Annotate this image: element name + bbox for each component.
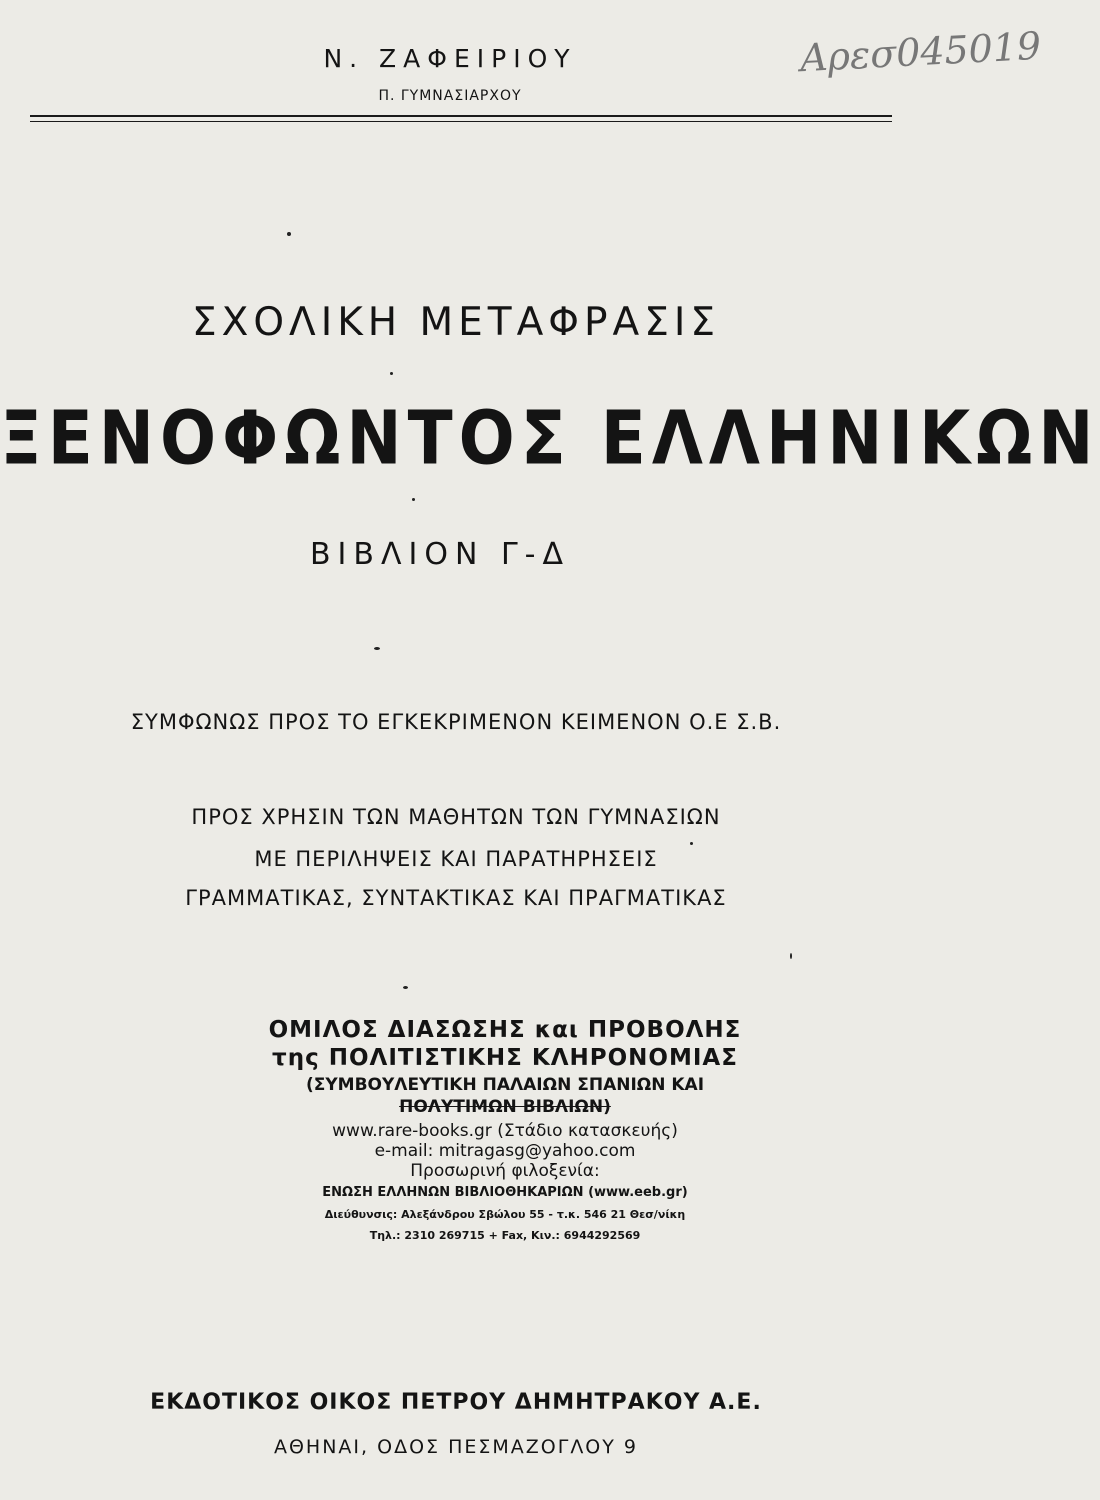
- speck: [690, 842, 693, 845]
- speck: [374, 647, 380, 650]
- speck: [287, 232, 291, 236]
- publisher-name: ΕΚΔΟΤΙΚΟΣ ΟΙΚΟΣ ΠΕΤΡΟΥ ΔΗΜΗΤΡΑΚΟΥ Α.Ε.: [150, 1390, 762, 1415]
- page-subtitle: ΣΧΟΛΙΚΗ ΜΕΤΑΦΡΑΣΙΣ: [191, 300, 720, 345]
- stamp-hosting-label: Προσωρινή φιλοξενία:: [410, 1161, 600, 1181]
- library-stamp: [255, 1017, 755, 1242]
- description-line-2: ΠΡΟΣ ΧΡΗΣΙΝ ΤΩΝ ΜΑΘΗΤΩΝ ΤΩΝ ΓΥΜΝΑΣΙΩΝ: [191, 805, 721, 829]
- speck: [403, 986, 408, 989]
- page-title: ΞΕΝΟΦΩΝΤΟΣ ΕΛΛΗΝΙΚΩΝ: [0, 395, 1100, 482]
- speck: [412, 498, 415, 501]
- description-line-1: ΣΥΜΦΩΝΩΣ ΠΡΟΣ ΤΟ ΕΓΚΕΚΡΙΜΕΝΟΝ ΚΕΙΜΕΝΟΝ Ο.Ε Σ.Β.: [130, 710, 782, 734]
- stamp-line-3: (ΣΥΜΒΟΥΛΕΥΤΙΚΗ ΠΑΛΑΙΩΝ ΣΠΑΝΙΩΝ ΚΑΙ: [305, 1075, 705, 1095]
- author-name: Ν. ΖΑΦΕΙΡΙΟΥ: [323, 44, 577, 73]
- description-line-4: ΓΡΑΜΜΑΤΙΚΑΣ, ΣΥΝΤΑΚΤΙΚΑΣ ΚΑΙ ΠΡΑΓΜΑΤΙΚΑΣ: [185, 886, 727, 910]
- stamp-line-2: της ΠΟΛΙΤΙΣΤΙΚΗΣ ΚΛΗΡΟΝΟΜΙΑΣ: [272, 1045, 738, 1071]
- author-title: Π. ΓΥΜΝΑΣΙΑΡΧΟΥ: [378, 88, 522, 104]
- header-rule-thin: [30, 121, 892, 122]
- stamp-email: e-mail: mitragasg@yahoo.com: [374, 1141, 636, 1161]
- stamp-line-1: ΟΜΙΛΟΣ ΔΙΑΣΩΣΗΣ και ΠΡΟΒΟΛΗΣ: [268, 1017, 742, 1043]
- handwritten-catalog-note: Αρεσ045019: [799, 23, 1043, 81]
- speck: [390, 372, 393, 375]
- stamp-line-4: ΠΟΛΥΤΙΜΩΝ ΒΙΒΛΙΩΝ): [399, 1097, 611, 1117]
- book-volume: ΒΙΒΛΙΟΝ Γ-Δ: [309, 537, 571, 572]
- publisher-address: ΑΘΗΝΑΙ, ΟΔΟΣ ΠΕΣΜΑΖΟΓΛΟΥ 9: [273, 1436, 638, 1458]
- stamp-address: Διεύθυνσις: Αλεξάνδρου Σβώλου 55 - τ.κ. 546 21 Θεσ/νίκη: [324, 1208, 686, 1221]
- stamp-host: ΕΝΩΣΗ ΕΛΛΗΝΩΝ ΒΙΒΛΙΟΘΗΚΑΡΙΩΝ (www.eeb.gr): [322, 1185, 688, 1200]
- description-line-3: ΜΕ ΠΕΡΙΛΗΨΕΙΣ ΚΑΙ ΠΑΡΑΤΗΡΗΣΕΙΣ: [254, 847, 658, 871]
- speck: [790, 953, 792, 959]
- stamp-phone: Τηλ.: 2310 269715 + Fax, Κιν.: 6944292569: [369, 1229, 641, 1242]
- stamp-website: www.rare-books.gr (Στάδιο κατασκευής): [332, 1121, 678, 1141]
- header-rule-thick: [30, 115, 892, 117]
